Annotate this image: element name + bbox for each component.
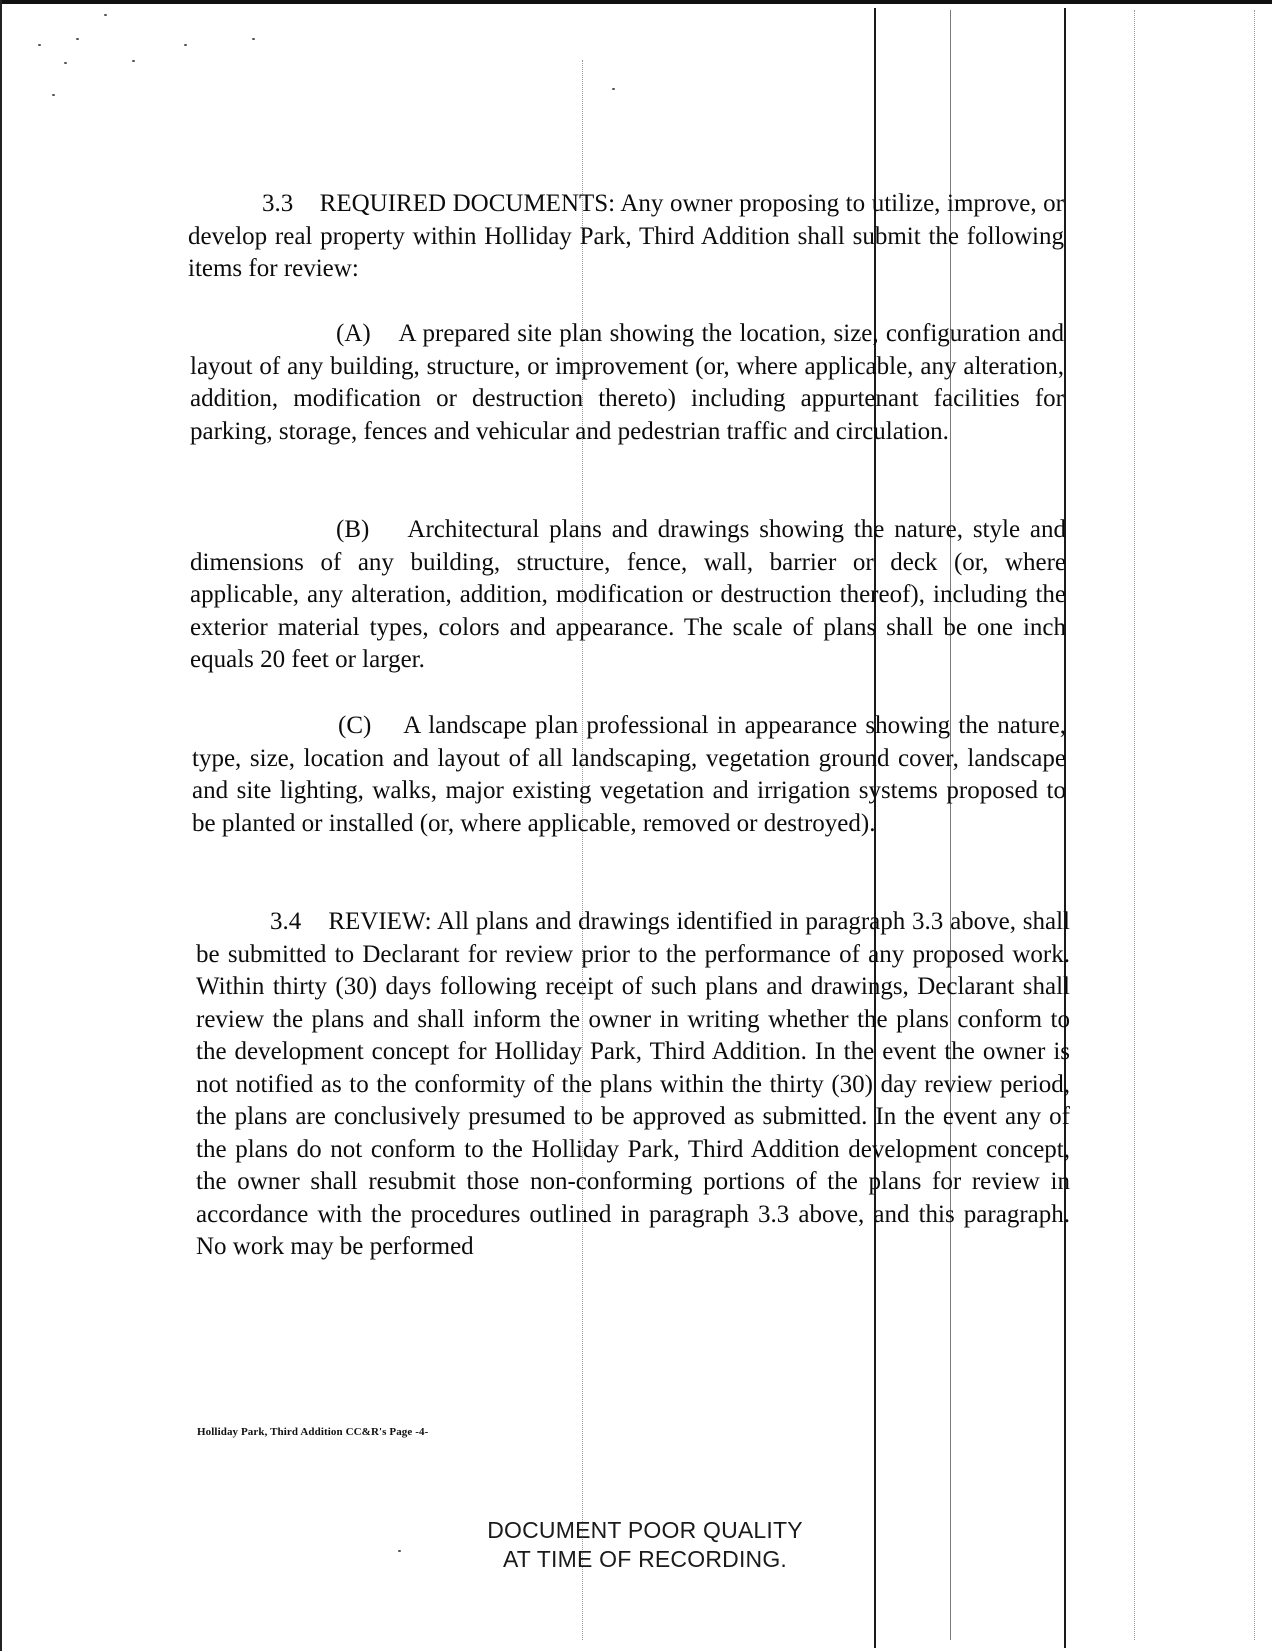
scan-speck	[52, 94, 55, 96]
scan-speck	[104, 14, 107, 16]
scan-speck	[612, 88, 615, 90]
scan-left-edge	[0, 0, 2, 1651]
section-number: 3.3	[262, 190, 294, 217]
section-number: 3.4	[270, 908, 302, 935]
scan-speck	[252, 38, 255, 40]
page-footer: Holliday Park, Third Addition CC&R's Page -4-	[197, 1426, 429, 1438]
stamp-line: DOCUMENT POOR QUALITY	[487, 1517, 803, 1543]
section-3-3	[188, 188, 1064, 286]
section-text: REVIEW: All plans and drawings identified in paragraph 3.3 above, shall be submitted to Declarant for review prior to the performance of any proposed work. Within thirty (30) days following receipt of such plans and drawings, Declarant shall review the plans and shall inform the owner in writing whether the plans conform to the development concept for Holliday Park, Third Addition. In the event the owner is not notified as to the conformity of the plans within the thirty (30) day review period, the plans are conclusively presumed to be approved as submitted. In the event any of the plans do not conform to the Holliday Park, Third Addition development concept, the owner shall resubmit those non-conforming portions of the plans for review in accordance with the procedures outlined in paragraph 3.3 above, and this paragraph. No work may be performed	[196, 908, 1071, 1260]
item-text: A landscape plan professional in appearance showing the nature, type, size, location and layout of all landscaping, vegetation ground cover, landscape and site lighting, walks, major existing vegetation and irrigation systems proposed to be planted or installed (or, where applicable, removed or destroyed).	[192, 712, 1066, 837]
scan-speck	[398, 1550, 401, 1552]
item-label: (B)	[336, 516, 370, 543]
item-a	[190, 318, 1064, 448]
section-3-4	[196, 906, 1070, 1264]
scan-speck	[76, 38, 79, 40]
item-label: (A)	[336, 320, 371, 347]
item-b	[190, 514, 1066, 677]
recording-stamp	[420, 1516, 870, 1574]
scan-artifact-dotted-line	[1134, 10, 1135, 1640]
stamp-line: AT TIME OF RECORDING.	[502, 1546, 788, 1572]
item-c	[192, 710, 1066, 840]
item-text: Architectural plans and drawings showing the nature, style and dimensions of any building, structure, fence, wall, barrier or deck (or, where applicable, any alteration, addition, modification or destruction thereof), including the exterior material types, colors and appearance. The scale of plans shall be one inch equals 20 feet or larger.	[190, 516, 1066, 673]
item-text: A prepared site plan showing the location, size, configuration and layout of any building, structure, or improvement (or, where applicable, any alteration, addition, modification or destruction thereto) including appurtenant facilities for parking, storage, fences and vehicular and pedestrian traffic and circulation.	[190, 320, 1064, 445]
scan-speck	[38, 44, 41, 46]
scan-speck	[184, 44, 187, 46]
scan-artifact-dotted-line	[1254, 10, 1255, 1640]
item-label: (C)	[338, 712, 372, 739]
scan-top-edge	[0, 0, 1272, 4]
scan-speck	[132, 60, 135, 62]
section-text: REQUIRED DOCUMENTS: Any owner proposing to utilize, improve, or develop real property within Holliday Park, Third Addition shall submit the following items for review:	[188, 190, 1065, 282]
scan-artifact-dotted-line	[582, 60, 583, 1640]
scan-speck	[64, 62, 67, 64]
